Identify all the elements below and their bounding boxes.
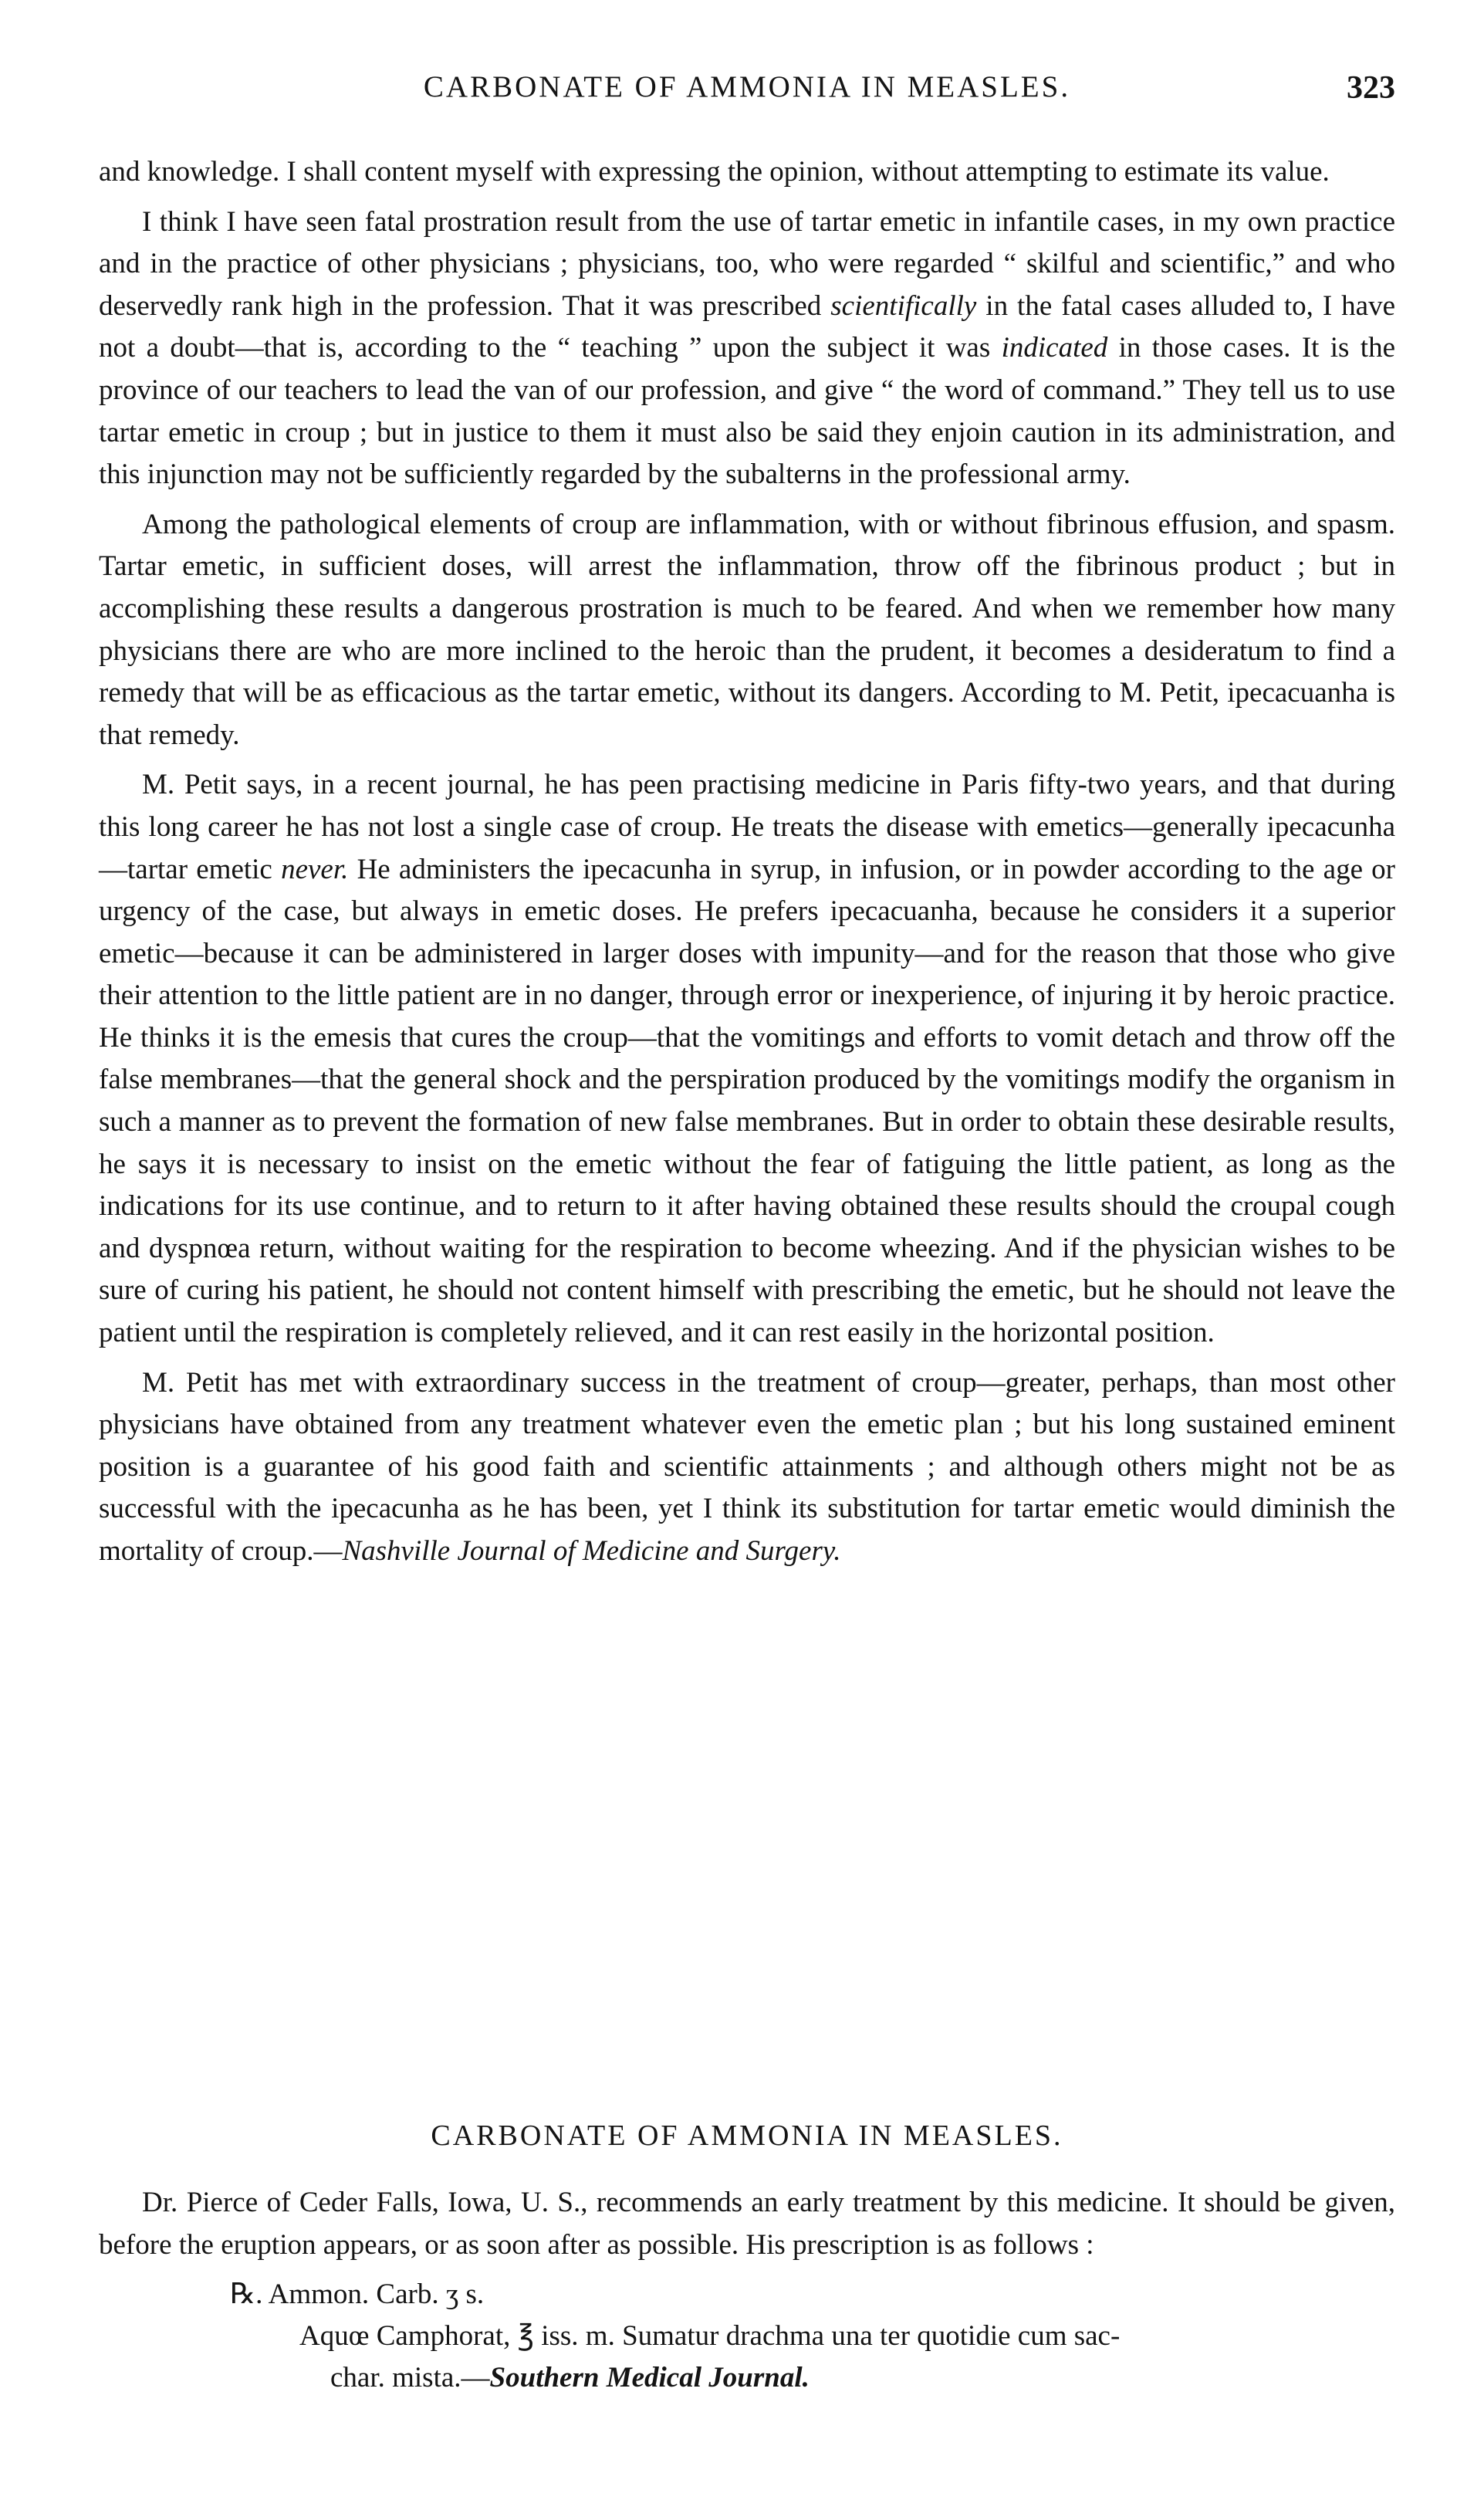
prescription-line-3-text: char. mista.— bbox=[330, 2362, 490, 2394]
article-tartar-emetic-croup bbox=[99, 151, 1395, 1581]
paragraph-2 bbox=[99, 201, 1395, 496]
paragraph-1-text: and knowledge. I shall content myself with expressing the opinion, without attempting to estimate its value. bbox=[99, 156, 1330, 188]
article-carbonate-ammonia-measles bbox=[99, 2119, 1395, 2399]
emphasis-never: never. bbox=[281, 853, 349, 885]
paragraph-4 bbox=[99, 764, 1395, 1354]
page-number: 323 bbox=[1347, 70, 1395, 106]
paragraph-3-text: Among the pathological elements of croup are inflammation, with or without fibrinous effusion, and spasm. Tartar emetic, in sufficient doses, will arrest the inflammation, throw off the fibrinous product ; but in accomplishing these results a dangerous prostration is much to be feared. And when we remember how many physicians there are who are more inclined to the heroic than the prudent, it becomes a desideratum to find a remedy that will be as efficacious as the tartar emetic, without its dangers. According to M. Petit, ipecacuanha is that remedy. bbox=[99, 508, 1395, 751]
emphasis-indicated: indicated bbox=[1001, 332, 1108, 364]
measles-paragraph bbox=[99, 2182, 1395, 2266]
prescription-line-2: Aquœ Camphorat, ℥ iss. m. Sumatur drachma una ter quotidie cum sac- bbox=[299, 2320, 1121, 2353]
paragraph-4-text-a: M. Petit says, in a recent journal, he has peen practising medicine in Paris fifty-two years, and that during this long career he has not lost a single case of croup. He treats the disease with emetics—generally ipecacunha—tartar emetic bbox=[99, 769, 1395, 885]
paragraph-1 bbox=[99, 151, 1395, 194]
paragraph-4-text-b: He administers the ipecacunha in syrup, in infusion, or in powder according to the age or urgency of the case, but always in emetic doses. He prefers ipecacuanha, because he considers it a superior emetic—because it can be administered in larger doses with impunity—and for the reason that those who give their attention to the little patient are in no danger, through error or inexperience, of injuring it by heroic practice. He thinks it is the emesis that cures the croup—that the vomitings and efforts to vomit detach and throw off the false membranes—that the general shock and the perspiration produced by the vomitings modify the organism in such a manner as to prevent the formation of new false membranes. But in order to obtain these desirable results, he says it is necessary to insist on the emetic without the fear of fatiguing the little patient, as long as the indications for its use continue, and to return to it after having obtained these results should the croupal cough and dyspnœa return, without waiting for the respiration to become wheezing. And if the physician wishes to be sure of curing his patient, he should not content himself with prescribing the emetic, but he should not leave the patient until the respiration is completely relieved, and it can rest easily in the horizontal position. bbox=[99, 853, 1396, 1349]
running-head bbox=[99, 69, 1395, 116]
running-title: CARBONATE OF AMMONIA IN MEASLES. bbox=[423, 70, 1071, 103]
section-title: CARBONATE OF AMMONIA IN MEASLES. bbox=[431, 2119, 1063, 2152]
measles-paragraph-text: Dr. Pierce of Ceder Falls, Iowa, U. S., recommends an early treatment by this medicine. It should be given, before the eruption appears, or as soon after as possible. His prescription is as follows : bbox=[99, 2187, 1395, 2261]
paragraph-5 bbox=[99, 1362, 1395, 1573]
paragraph-2-text-c: in those cases. It is the province of our teachers to lead the van of our profession, and give “ the word of command.” They tell us to use tartar emetic in croup ; but in justice to them it must also be said they enjoin caution in its administration, and this injunction may not be sufficiently regarded by the subalterns in the professional army. bbox=[99, 332, 1395, 491]
paragraph-2-text-a: I think I have seen fatal prostration result from the use of tartar emetic in infantile cases, in my own practice and in the practice of other physicians ; physicians, too, who were regarded “ skilful and scientific,” and who deservedly rank high in the profession. That it was prescribed bbox=[99, 205, 1395, 322]
prescription-line-3 bbox=[99, 2357, 1395, 2399]
paragraph-5-text: M. Petit has met with extraordinary success in the treatment of croup—greater, perhaps, than most other physicians have obtained from any treatment whatever even the emetic plan ; but his long sustained eminent position is a guarantee of his good faith and scientific attainments ; and although others might not be as successful with the ipecacunha as he has been, yet I think its substitution for tartar emetic would diminish the mortality of croup.— bbox=[99, 1366, 1395, 1567]
prescription-line-1: ℞. Ammon. Carb. ʒ s. bbox=[230, 2278, 485, 2311]
source-citation: Nashville Journal of Medicine and Surgery. bbox=[342, 1535, 841, 1567]
prescription bbox=[99, 2274, 1395, 2399]
paragraph-3 bbox=[99, 504, 1395, 757]
paragraph-2-text-b: in the fatal cases alluded to, I have not a doubt—that is, according to the “ teaching ” upon the subject it was bbox=[99, 289, 1395, 364]
emphasis-scientifically: scientifically bbox=[830, 289, 977, 322]
prescription-source: Southern Medical Journal. bbox=[489, 2362, 810, 2394]
